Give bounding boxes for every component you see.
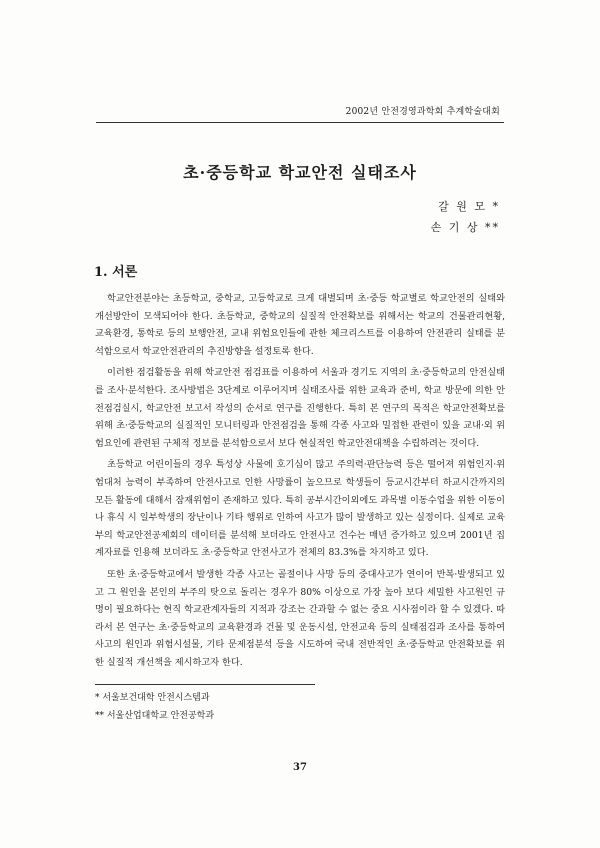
paragraph-4: 또한 초·중등학교에서 발생한 각종 사고는 골절이나 사망 등의 중대사고가 연이어 반복·발생되고 있고 그 원인을 본인의 부주의 탓으로 돌리는 경우가 80% 이상으로 가장 높아 보다 세밀한 사고원인 규명이 필요하다는 현직 학교관계자들의 지적과 강조는 간과할 수 없는 중요 시사점이라 할 수 있겠다. 따라서 본 연구는 초·중등학교의 교육환경과 건물 및 운동시설, 안전교육 등의 실태점검과 조사를 통하여 사고의 원인과 위험시설물, 기타 문제점분석 등을 시도하여 국내 전반적인 초·중등학교 안전확보를 위한 실질적 개선책을 제시하고자 한다. (95, 568, 505, 668)
running-head: 2002년 안전경영과학회 추계학술대회 (345, 107, 500, 117)
section-heading: 1. 서론 (94, 265, 138, 280)
author-1: 갈 원 모 * (438, 200, 500, 213)
paper-title: 초·중등학교 학교안전 실태조사 (183, 163, 417, 182)
header-rule (96, 122, 504, 123)
footnote-rule (95, 684, 315, 685)
page-number: 37 (293, 762, 307, 773)
footnote-1: * 서울보건대학 안전시스템과 (95, 693, 210, 703)
paragraph-2: 이러한 점검활동을 위해 학교안전 점검표를 이용하여 서울과 경기도 지역의 초·중등학교의 안전실태를 조사·분석한다. 조사방법은 3단계로 이루어지며 실태조사를 위한 교육과 준비, 학교 방문에 의한 안전점검실시, 학교안전 보고서 작성의 순서로 연구를 진행한다. 특히 본 연구의 목적은 학교안전확보를 위해 초·중등학교의 실질적인 모니터링과 안전점검을 통해 각종 사고와 밀접한 관련이 있을 교내·외 위험요인에 관련된 구체적 정보를 분석함으로서 보다 현실적인 학교안전대책을 수립하려는 것이다. (95, 367, 505, 449)
footnote-2: ** 서울산업대학교 안전공학과 (95, 711, 215, 721)
paragraph-1: 학교안전분야는 초등학교, 중학교, 고등학교로 크게 대별되며 초·중등 학교별로 학교안전의 실태와 개선방안이 모색되어야 한다. 초등학교, 중학교의 실질적 안전확보를 위해서는 학교의 건물관리현황, 교육환경, 통학로 등의 보행안전, 교내 위험요인들에 관한 체크리스트를 이용하여 안전관리 실태를 분석함으로서 학교안전관리의 추진방향을 설정토록 한다. (95, 293, 505, 357)
body-text (95, 290, 505, 671)
author-2: 손 기 상 ** (430, 221, 500, 234)
paragraph-3: 초등학교 어린이들의 경우 특성상 사물에 호기심이 많고 주의력·판단능력 등은 떨어져 위험인지·위험대처 능력이 부족하여 안전사고로 인한 사망률이 높으므로 학생들이 등교시간부터 하교시간까지의 모든 활동에 대해서 잠재위험이 존재하고 있다. 특히 공부시간이외에도 과목별 이동수업을 위한 이동이나 휴식 시 일부학생의 장난이나 기타 행위로 인하여 사고가 많이 발생하고 있는 실정이다. 실제로 교육부의 학교안전공제회의 데이터를 분석해 보더라도 안전사고 건수는 매년 증가하고 있으며 2001년 집계자료를 인용해 보더라도 초·중등학교 안전사고가 전체의 83.3%를 차지하고 있다. (95, 459, 505, 559)
